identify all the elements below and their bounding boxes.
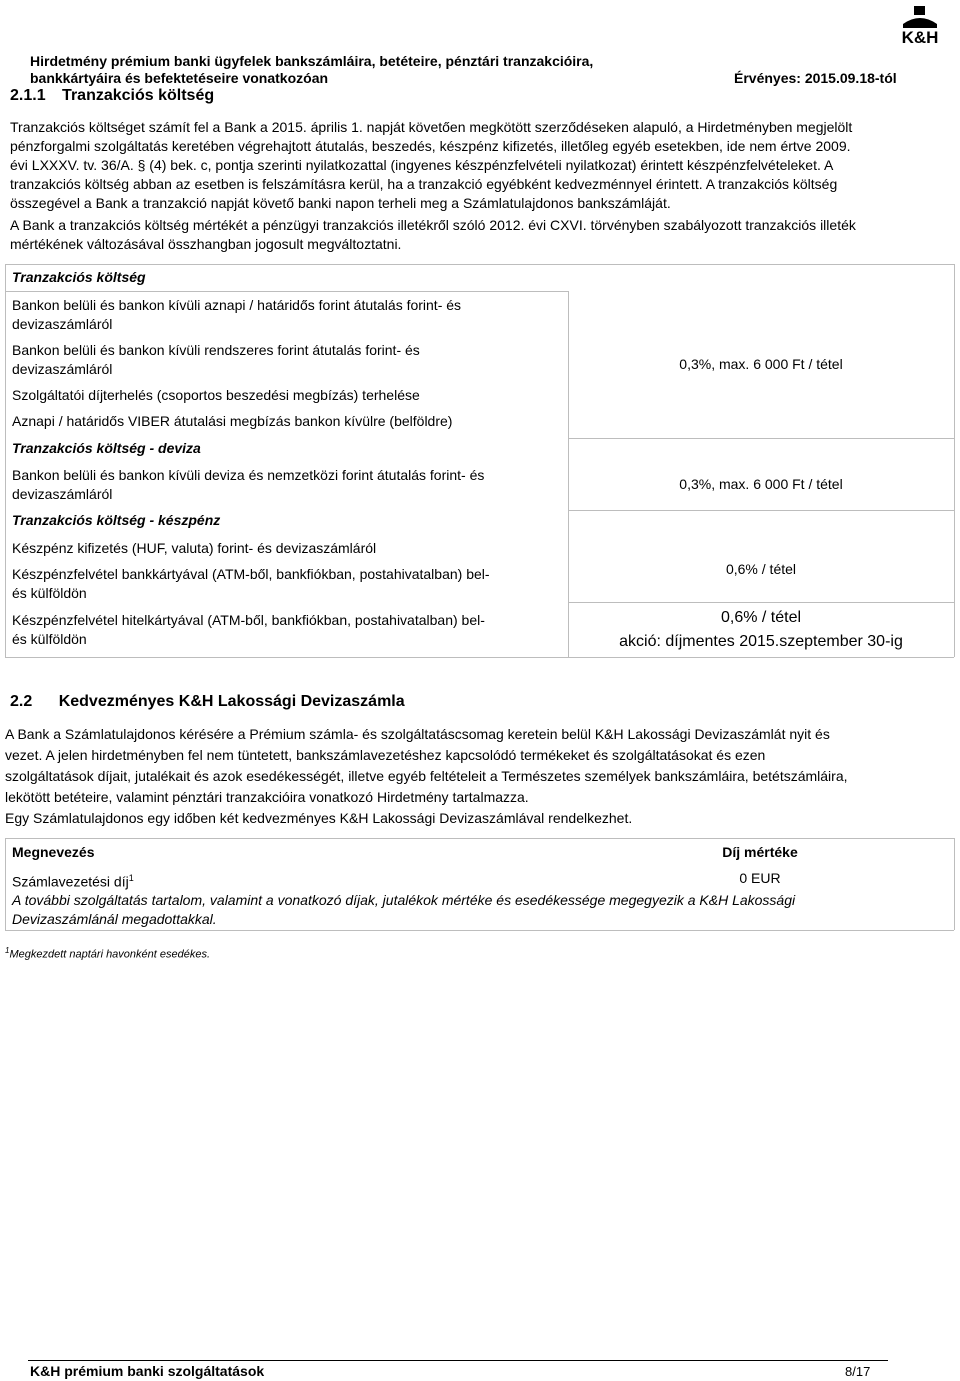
paragraph-line: mértékének változásával összhangban jogosult megváltoztatni.: [10, 236, 402, 252]
fee-row-rendszeres: [12, 341, 420, 379]
section-title: Kedvezményes K&H Lakossági Devizaszámla: [58, 693, 405, 710]
fee-row-label: devizaszámláról: [12, 361, 113, 377]
paragraph-line: vezet. A jelen hirdetményben fel nem tüntetett, bankszámlavezetéshez kapcsolódó termékeket és szolgáltatásokat és ezen: [5, 747, 766, 763]
header-title-line1: Hirdetmény prémium banki ügyfelek bankszámláira, betéteire, pénztári tranzakcióira,: [30, 53, 594, 69]
devizaszamla-paragraph: [5, 724, 953, 829]
paragraph-line: Tranzakciós költséget számít fel a Bank a 2015. április 1. napját követően megkötött szerződéseken alapuló, a Hirdetményben megjelölt: [10, 119, 853, 135]
paragraph-line: összegével a Bank a tranzakció napját követő banki napon terheli meg a Számlatulajdonos bankszámláját.: [10, 195, 671, 211]
fee-row-label: és külföldön: [12, 585, 87, 601]
fee-row-deviza: [12, 466, 484, 504]
kh-logo-icon: [885, 4, 955, 44]
header-title: [30, 53, 790, 87]
fee-value-forint: 0,3%, max. 6 000 Ft / tétel: [679, 356, 843, 372]
section-title: Tranzakciós költség: [62, 87, 215, 104]
table-row-value: 0 EUR: [739, 870, 781, 886]
paragraph-line: tranzakciós költség abban az esetben is felszámításra kerül, ha a tranzakció egyébként kedvezménnyel érintett. A tranzakciós költség: [10, 176, 838, 192]
page-number: 8/17: [845, 1364, 871, 1379]
fee-heading-keszpenz: Tranzakciós költség - készpénz: [12, 512, 221, 528]
fee-row-label: devizaszámláról: [12, 486, 113, 502]
fee-row-bankkartya: [12, 565, 490, 603]
fee-row-label: és külföldön: [12, 631, 87, 647]
paragraph-line: A Bank a tranzakciós költség mértékét a pénzügyi tranzakciós illetékről szóló 2012. évi CXVI. törvényben szabályozott tranzakciós illeték: [10, 217, 856, 233]
note-line: Devizaszámlánál megadottakkal.: [12, 911, 217, 927]
footnote-ref: 1: [128, 873, 134, 883]
table-note: [12, 891, 942, 929]
section-heading-2-1-1: [10, 87, 214, 105]
fee-table-heading: Tranzakciós költség: [12, 269, 146, 285]
fee-row-atutalas: [12, 296, 461, 334]
header-title-line2: bankkártyáira és befektetéseire vonatkozóan: [30, 70, 329, 86]
note-line: A további szolgáltatás tartalom, valamint a vonatkozó díjak, jutalékok mértéke és esedékessége megegyezik a K&H Lakossági: [12, 892, 796, 908]
section-number: 2.1.1: [10, 87, 46, 104]
footnote-marker: 1: [5, 946, 10, 955]
fee-value-keszpenz: 0,6% / tétel: [725, 561, 797, 577]
paragraph-line: Egy Számlatulajdonos egy időben két kedvezményes K&H Lakossági Devizaszámlával rendelkezhet.: [5, 810, 633, 826]
fee-row-hitelkartya: [12, 611, 485, 649]
fee-row-dijterheles: Szolgáltatói díjterhelés (csoportos beszedési megbízás) terhelése: [12, 387, 420, 403]
svg-text:K&H: K&H: [901, 28, 939, 44]
table-header-fee: Díj mértéke: [722, 844, 798, 860]
tranzakcios-koltseg-paragraph: [10, 118, 952, 254]
fee-row-label: devizaszámláról: [12, 316, 113, 332]
fee-row-label: Készpénzfelvétel bankkártyával (ATM-ből, bankfiókban, postahivatalban) bel-: [12, 566, 490, 582]
fee-row-label: Bankon belüli és bankon kívüli deviza és nemzetközi forint átutalás forint- és: [12, 467, 485, 483]
footnote: [5, 946, 210, 961]
fee-row-label: Készpénzfelvétel hitelkártyával (ATM-ből, bankfiókban, postahivatalban) bel-: [12, 612, 485, 628]
fee-heading-deviza: Tranzakciós költség - deviza: [12, 440, 201, 456]
paragraph-line: pénzforgalmi szolgáltatás keretében végrehajtott átutalás, beszedés, készpénz kifizetés, illetőleg egyéb esetekben, ide nem értve 2009.: [10, 138, 851, 154]
paragraph-line: szolgáltatások díjait, jutalékait és azok esedékességét, illetve egyéb feltételeit a Természetes személyek bankszámláira, betétszámláira,: [5, 768, 848, 784]
fee-row-label: Bankon belüli és bankon kívüli rendszeres forint átutalás forint- és: [12, 342, 420, 358]
fee-row-viber: Aznapi / határidős VIBER átutalási megbízás bankon kívülre (belföldre): [12, 413, 453, 429]
szamlavezetesi-dij-label: Számlavezetési díj: [12, 873, 129, 890]
footer-title: K&H prémium banki szolgáltatások: [30, 1363, 265, 1379]
table-header-name: Megnevezés: [12, 844, 95, 860]
paragraph-line: évi LXXXV. tv. 36/A. § (4) bek. c, pontja szerinti nyilatkozattal (ingyenes készpénzfelvételi nyilatkozat) érintett készpénzfelvételeket. A: [10, 157, 834, 173]
promo-text: akció: díjmentes 2015.szeptember 30-ig: [619, 633, 903, 650]
fee-row-label: Bankon belüli és bankon kívüli aznapi / határidős forint átutalás forint- és: [12, 297, 462, 313]
kh-logo: [885, 4, 955, 44]
paragraph-line: lekötött betéteire, valamint pénztári tranzakcióira vonatkozó Hirdetmény tartalmazza.: [5, 789, 529, 805]
footnote-text: Megkezdett naptári havonként esedékes.: [9, 948, 211, 961]
paragraph-line: A Bank a Számlatulajdonos kérésére a Prémium számla- és szolgáltatáscsomag keretein belül K&H Lakossági Devizaszámlát nyit és: [5, 726, 830, 742]
section-number: 2.2: [10, 693, 33, 710]
fee-value-deviza: 0,3%, max. 6 000 Ft / tétel: [679, 476, 843, 492]
fee-value-hitelkartya: 0,6% / tétel: [720, 609, 802, 626]
section-heading-2-2: [10, 693, 405, 711]
valid-from-date: Érvényes: 2015.09.18-tól: [734, 70, 897, 86]
fee-row-keszpenz-kifizetes: Készpénz kifizetés (HUF, valuta) forint- és devizaszámláról: [12, 540, 377, 556]
table-row-label: [12, 869, 134, 892]
